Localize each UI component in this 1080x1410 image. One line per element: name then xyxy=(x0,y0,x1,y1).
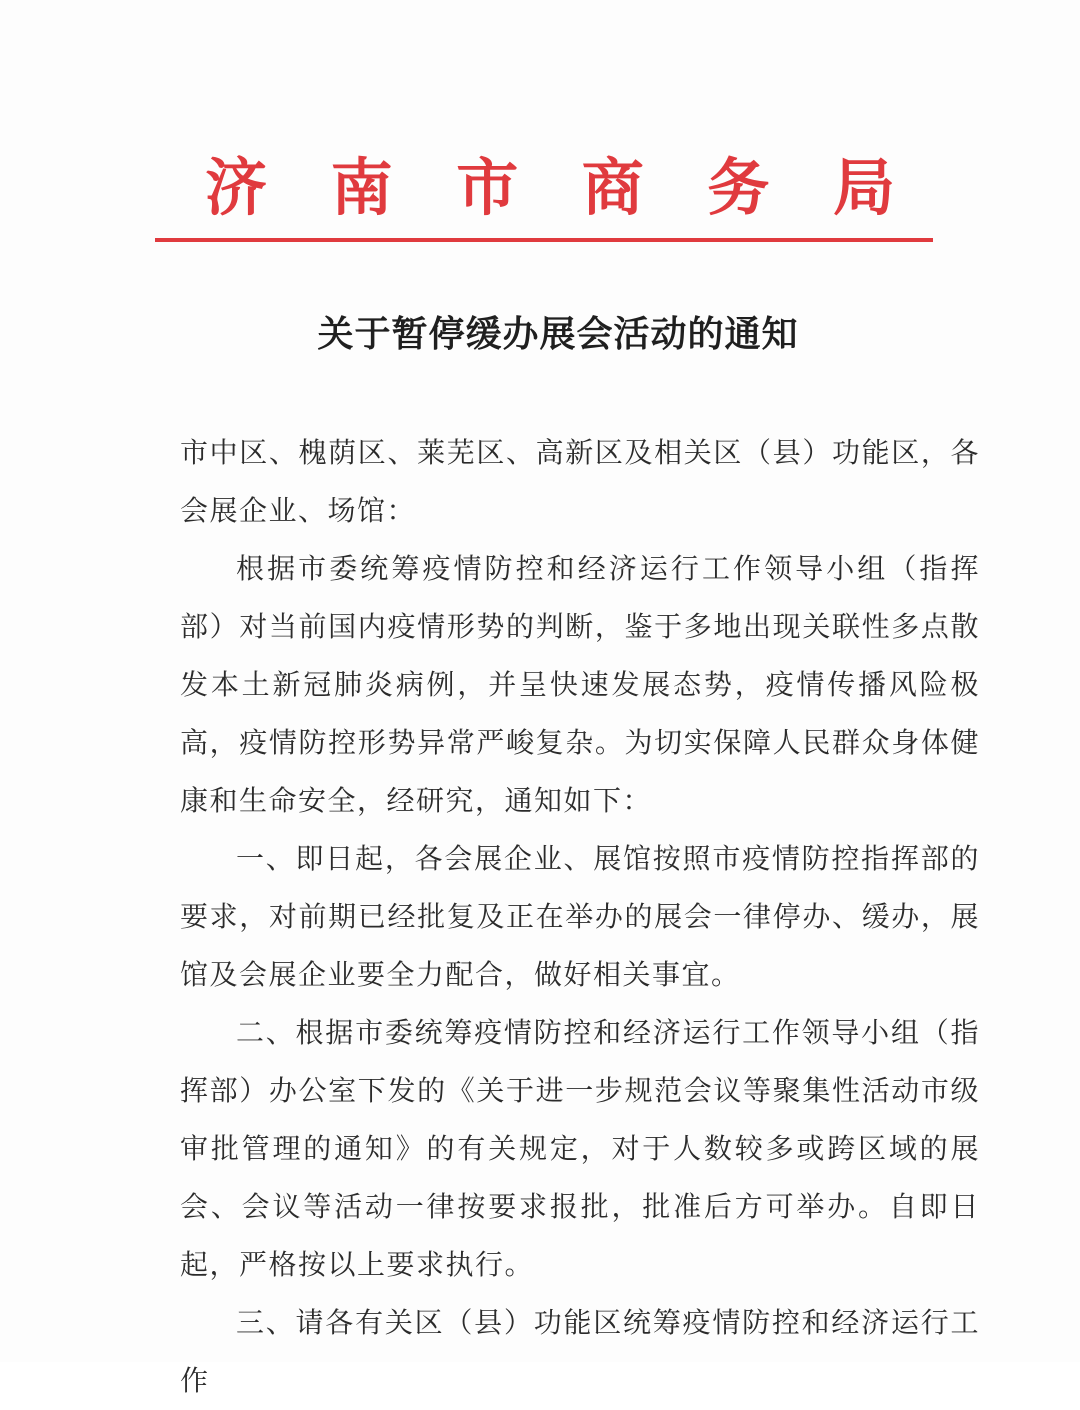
body-paragraph: 二、根据市委统筹疫情防控和经济运行工作领导小组（指挥部）办公室下发的《关于进一步规范会议等聚集性活动市级审批管理的通知》的有关规定，对于人数较多或跨区域的展会、会议等活动一律按要求报批，批准后方可举办。自即日起，严格按以上要求执行。 xyxy=(180,1016,980,1281)
document-body xyxy=(180,424,980,1410)
header-char: 济 xyxy=(205,151,268,224)
header-char: 南 xyxy=(330,151,393,224)
header-char: 商 xyxy=(581,151,644,224)
issuing-authority-header xyxy=(205,148,895,228)
body-paragraph: 根据市委统筹疫情防控和经济运行工作领导小组（指挥部）对当前国内疫情形势的判断，鉴于多地出现关联性多点散发本土新冠肺炎病例，并呈快速发展态势，疫情传播风险极高，疫情防控形势异常严峻复杂。为切实保障人民群众身体健康和生命安全，经研究，通知如下： xyxy=(180,552,980,817)
header-divider-line xyxy=(155,238,933,242)
body-paragraph: 一、即日起，各会展企业、展馆按照市疫情防控指挥部的要求，对前期已经批复及正在举办的展会一律停办、缓办，展馆及会展企业要全力配合，做好相关事宜。 xyxy=(180,842,980,991)
header-char: 市 xyxy=(456,151,519,224)
header-char: 务 xyxy=(707,151,770,224)
document-title: 关于暂停缓办展会活动的通知 xyxy=(317,313,799,355)
salutation: 市中区、槐荫区、莱芜区、高新区及相关区（县）功能区，各会展企业、场馆： xyxy=(180,436,980,527)
body-paragraph: 三、请各有关区（县）功能区统筹疫情防控和经济运行工作 xyxy=(180,1306,980,1397)
header-char: 局 xyxy=(832,151,895,224)
